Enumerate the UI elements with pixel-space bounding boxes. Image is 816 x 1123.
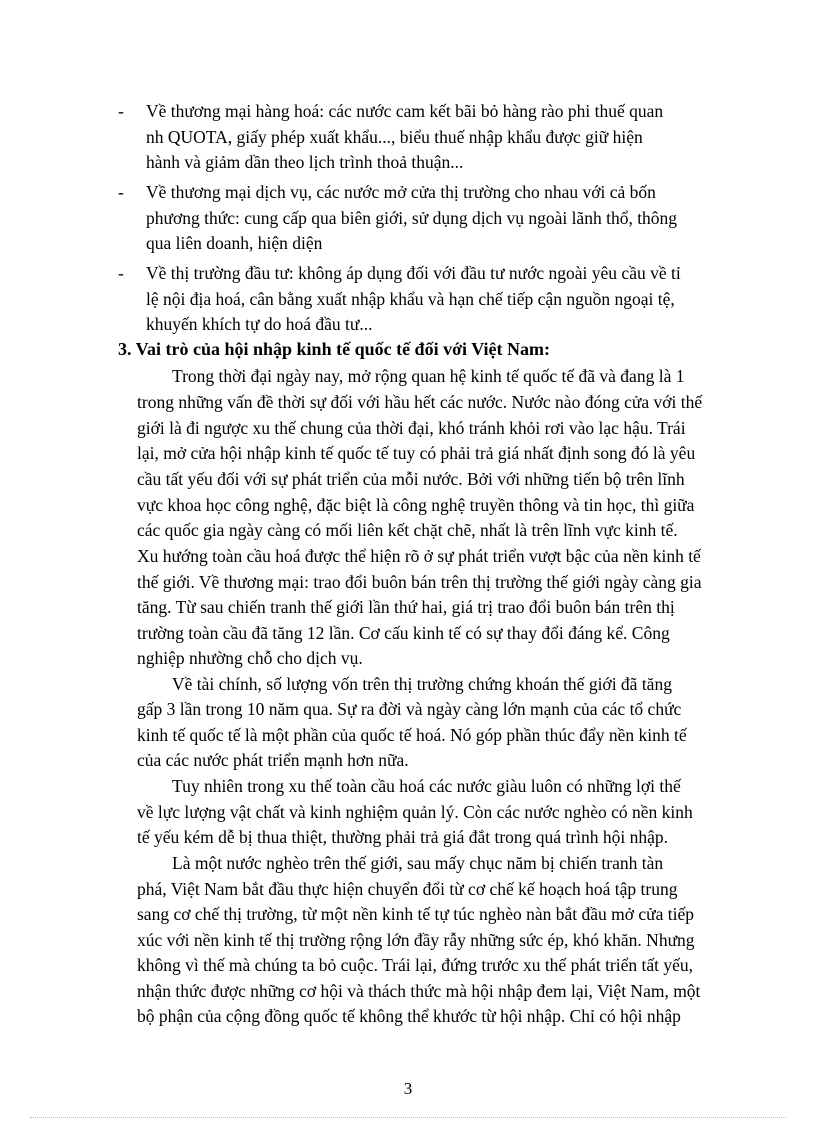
bullet-line: nh QUOTA, giấy phép xuất khẩu..., biểu thuế nhập khẩu được giữ hiện xyxy=(146,127,643,147)
body-line: các quốc gia ngày càng có mối liên kết chặt chẽ, nhất là trên lĩnh vực kinh tế. xyxy=(137,520,678,540)
bullet-line: qua liên doanh, hiện diện xyxy=(146,233,323,253)
body-line: trường toàn cầu đã tăng 12 lần. Cơ cấu kinh tế có sự thay đổi đáng kể. Công xyxy=(137,623,670,643)
body-line: thế giới. Về thương mại: trao đổi buôn bán trên thị trường thế giới ngày càng gia xyxy=(137,572,702,592)
bullet-dash: - xyxy=(118,101,124,121)
bullet-line: phương thức: cung cấp qua biên giới, sử dụng dịch vụ ngoài lãnh thổ, thông xyxy=(146,208,678,228)
body-line: kinh tế quốc tế là một phần của quốc tế hoá. Nó góp phần thúc đẩy nền kinh tế xyxy=(137,725,687,745)
page-bottom-divider xyxy=(30,1117,786,1118)
body-line: xúc với nền kinh tế thị trường rộng lớn đầy rẫy những sức ép, khó khăn. Nhưng xyxy=(137,930,695,950)
bullet-line: lệ nội địa hoá, cân bằng xuất nhập khẩu và hạn chế tiếp cận nguồn ngoại tệ, xyxy=(146,289,675,309)
page-number: 3 xyxy=(403,1079,413,1098)
body-line: trong những vấn đề thời sự đối với hầu hết các nước. Nước nào đóng cửa với thế xyxy=(137,392,703,412)
body-line: phá, Việt Nam bắt đầu thực hiện chuyển đổi từ cơ chế kế hoạch hoá tập trung xyxy=(137,879,678,899)
body-line: Tuy nhiên trong xu thế toàn cầu hoá các nước giàu luôn có những lợi thế xyxy=(172,776,681,796)
body-line: về lực lượng vật chất và kinh nghiệm quản lý. Còn các nước nghèo có nền kinh xyxy=(137,802,693,822)
body-line: bộ phận của cộng đồng quốc tế không thể khước từ hội nhập. Chỉ có hội nhập xyxy=(137,1006,681,1026)
bullet-line: Về thị trường đầu tư: không áp dụng đối với đầu tư nước ngoài yêu cầu về tỉ xyxy=(146,263,681,283)
bullet-line: Về thương mại dịch vụ, các nước mở cửa thị trường cho nhau với cả bốn xyxy=(146,182,656,202)
body-line: Trong thời đại ngày nay, mở rộng quan hệ kinh tế quốc tế đã và đang là 1 xyxy=(172,366,685,386)
body-line: tế yếu kém dễ bị thua thiệt, thường phải trả giá đắt trong quá trình hội nhập. xyxy=(137,827,668,847)
body-line: của các nước phát triển mạnh hơn nữa. xyxy=(137,750,409,770)
body-line: Là một nước nghèo trên thế giới, sau mấy chục năm bị chiến tranh tàn xyxy=(172,853,664,873)
bullet-dash: - xyxy=(118,182,124,202)
body-line: sang cơ chế thị trường, từ một nền kinh tế tự túc nghèo nàn bắt đầu mở cửa tiếp xyxy=(137,904,695,924)
body-line: vực khoa học công nghệ, đặc biệt là công nghệ truyền thông và tin học, thì giữa xyxy=(137,495,695,515)
bullet-line: khuyến khích tự do hoá đầu tư... xyxy=(146,314,373,334)
body-line: nghiệp nhường chỗ cho dịch vụ. xyxy=(137,648,363,668)
bullet-line: Về thương mại hàng hoá: các nước cam kết bãi bỏ hàng rào phi thuế quan xyxy=(146,101,664,121)
body-line: cầu tất yếu đối với sự phát triển của mỗi nước. Bởi với những tiến bộ trên lĩnh xyxy=(137,469,685,489)
body-line: Xu hướng toàn cầu hoá được thể hiện rõ ở sự phát triển vượt bậc của nền kinh tế xyxy=(137,546,701,566)
body-line: Về tài chính, số lượng vốn trên thị trường chứng khoán thế giới đã tăng xyxy=(172,674,672,694)
section-heading: 3. Vai trò của hội nhập kinh tế quốc tế đối với Việt Nam: xyxy=(118,339,551,359)
body-line: giới là đi ngược xu thế chung của thời đại, khó tránh khỏi rơi vào lạc hậu. Trái xyxy=(137,418,686,438)
body-line: lại, mở cửa hội nhập kinh tế quốc tế tuy có phải trả giá nhất định song đó là yêu xyxy=(137,443,696,463)
body-line: nhận thức được những cơ hội và thách thức mà hội nhập đem lại, Việt Nam, một xyxy=(137,981,701,1001)
body-line: không vì thế mà chúng ta bỏ cuộc. Trái lại, đứng trước xu thế phát triển tất yếu, xyxy=(137,955,694,975)
bullet-line: hành và giảm dần theo lịch trình thoả thuận... xyxy=(146,152,464,172)
body-line: gấp 3 lần trong 10 năm qua. Sự ra đời và ngày càng lớn mạnh của các tổ chức xyxy=(137,699,682,719)
body-line: tăng. Từ sau chiến tranh thế giới lần thứ hai, giá trị trao đổi buôn bán trên thị xyxy=(137,597,675,617)
bullet-dash: - xyxy=(118,263,124,283)
